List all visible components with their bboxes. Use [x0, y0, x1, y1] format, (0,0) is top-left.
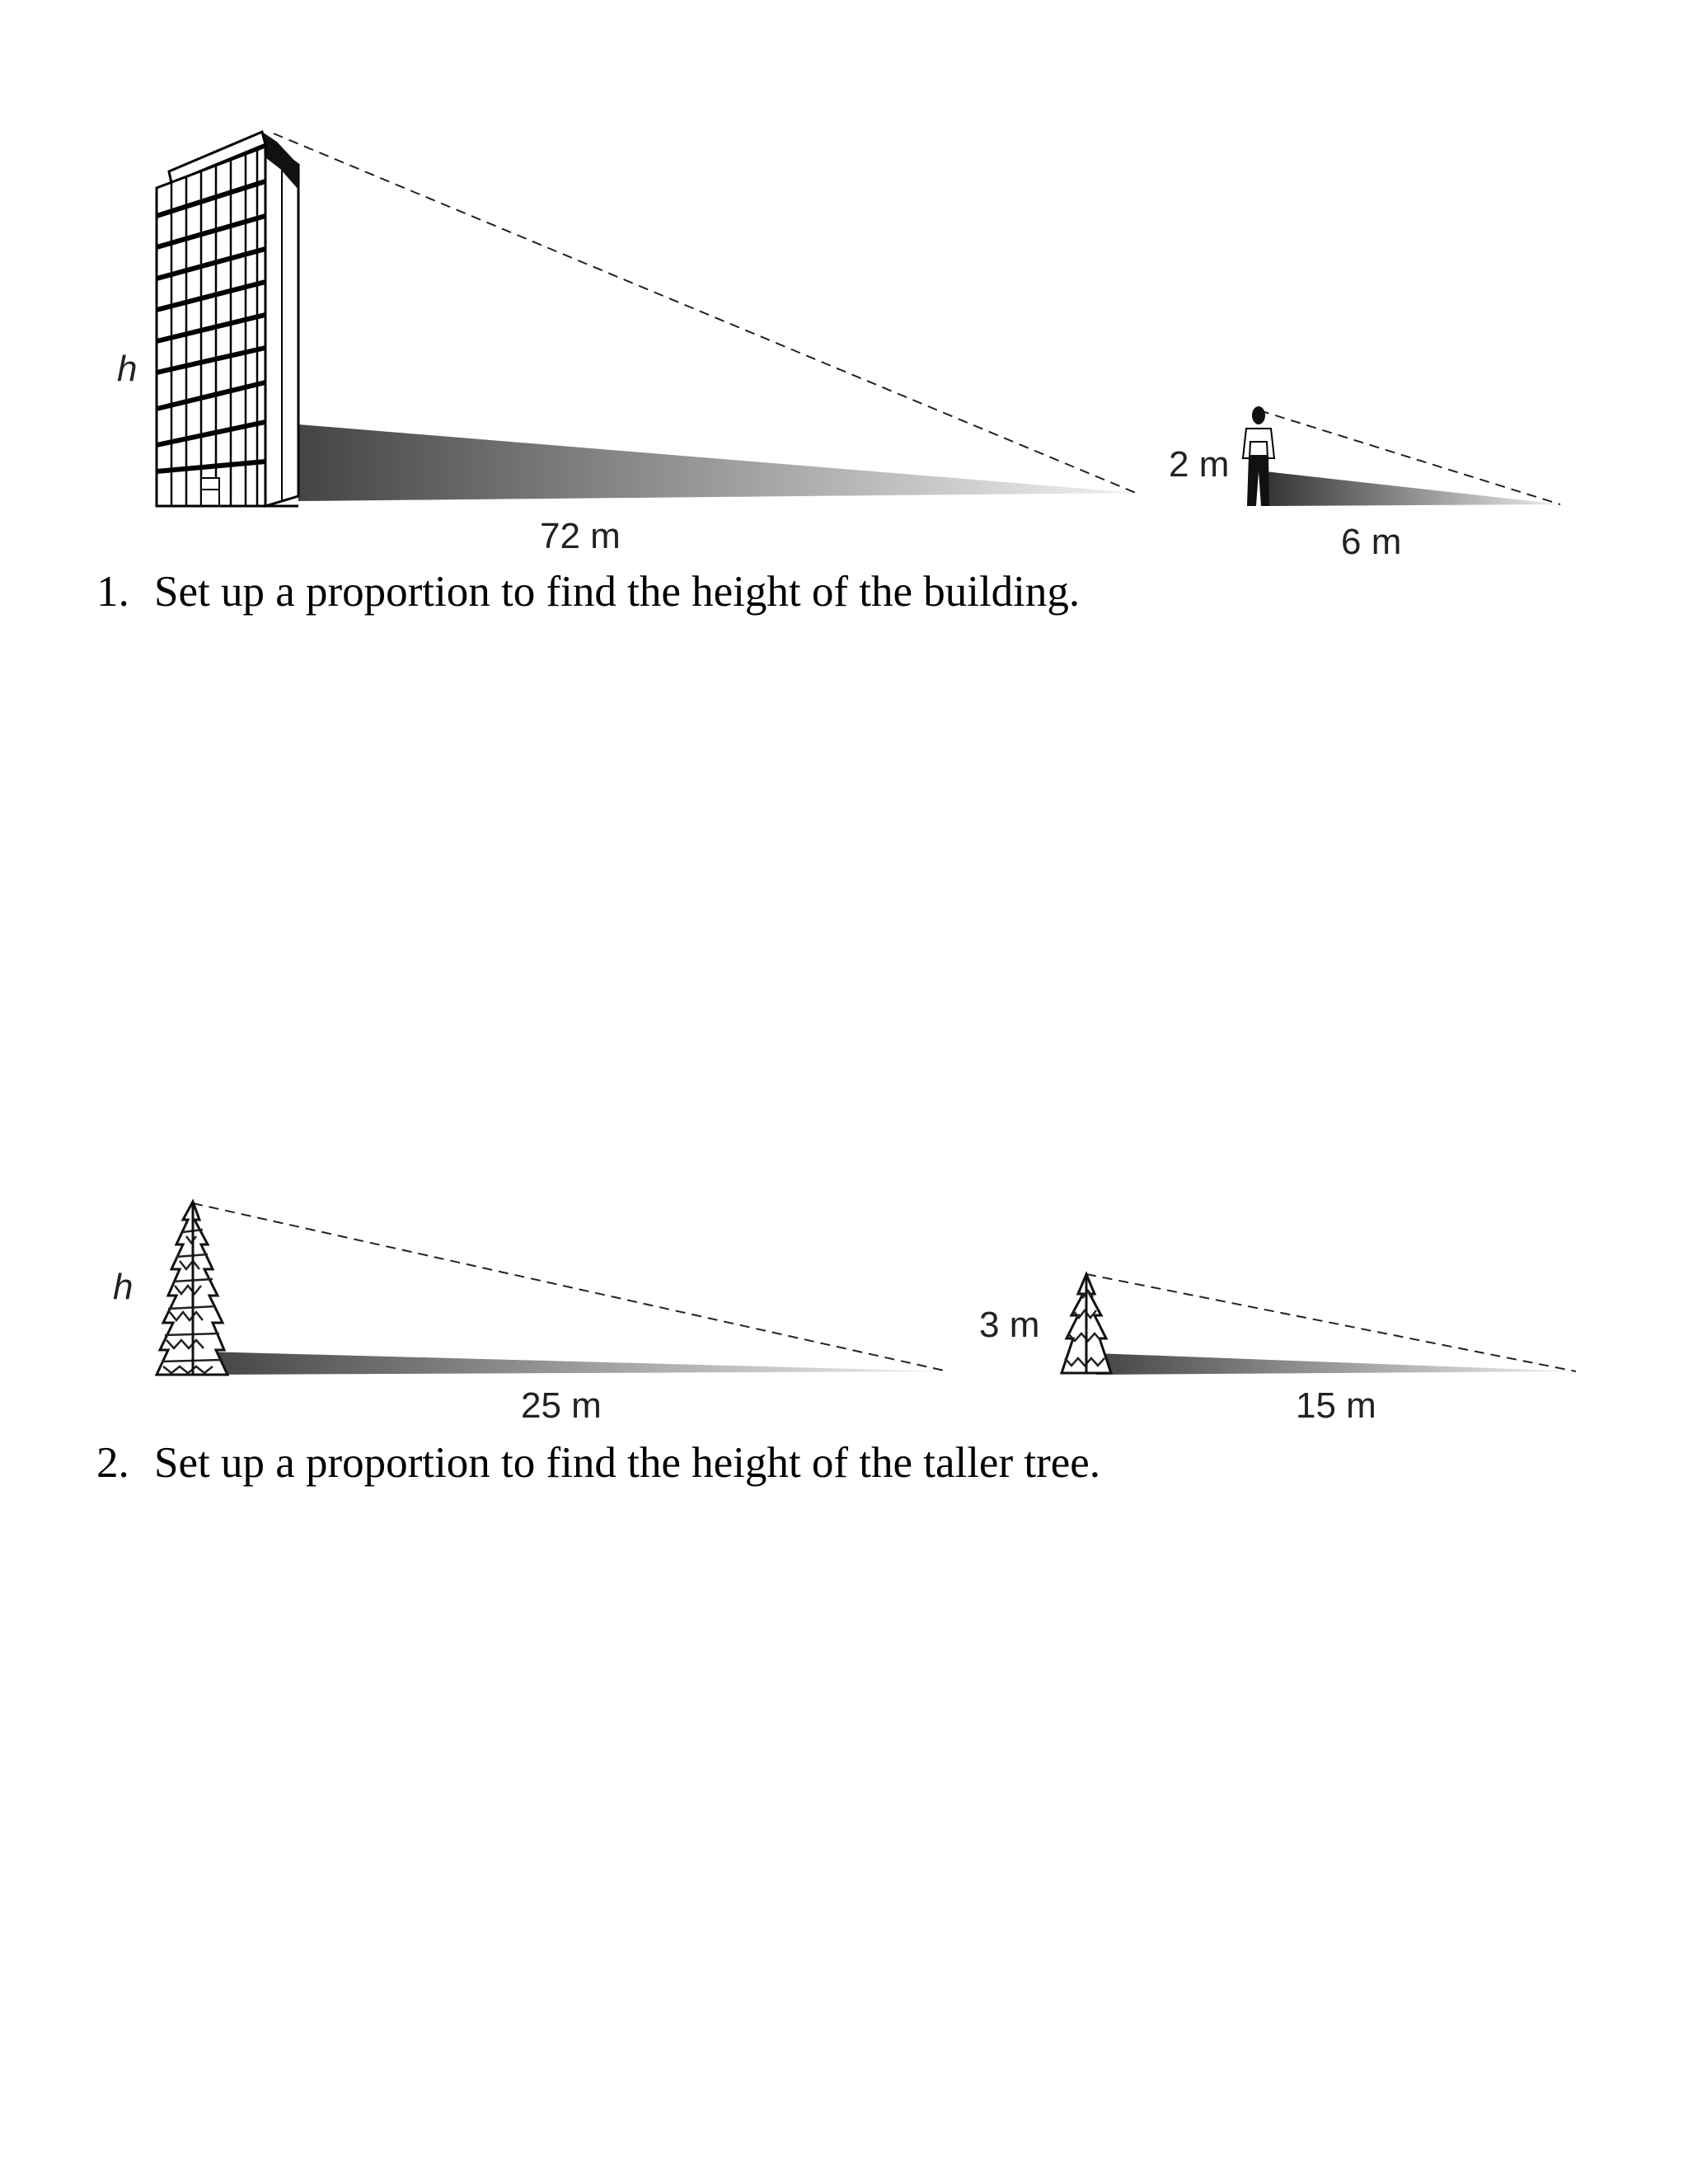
question-1 [96, 567, 1080, 616]
tall-tree-shadow-label: 25 m [521, 1385, 602, 1426]
small-tree-illustration [1062, 1274, 1111, 1373]
person-shadow [1265, 471, 1560, 506]
building-illustration [157, 132, 298, 506]
tall-tree-sight-line [193, 1203, 948, 1371]
question-2-number: 2. [96, 1439, 129, 1487]
tall-tree-shadow [204, 1352, 948, 1375]
building-shadow-label: 72 m [540, 516, 621, 556]
person-height-label: 2 m [1169, 444, 1230, 485]
tall-tree-height-label: h [113, 1267, 134, 1307]
tall-tree-illustration [157, 1202, 227, 1375]
person-shadow-label: 6 m [1341, 522, 1402, 562]
tree-shadow-figure [0, 1154, 1688, 1442]
small-tree-height-label: 3 m [979, 1305, 1040, 1345]
building-shadow-figure [0, 0, 1688, 577]
small-tree-shadow [1096, 1353, 1576, 1375]
question-2 [96, 1438, 1100, 1488]
small-tree-shadow-label: 15 m [1296, 1385, 1376, 1426]
question-1-number: 1. [96, 568, 129, 616]
building-shadow [298, 424, 1136, 501]
question-2-text: Set up a proportion to find the height of the taller tree. [154, 1439, 1101, 1487]
building-height-label: h [117, 349, 138, 389]
question-1-text: Set up a proportion to find the height of the building. [154, 568, 1081, 616]
